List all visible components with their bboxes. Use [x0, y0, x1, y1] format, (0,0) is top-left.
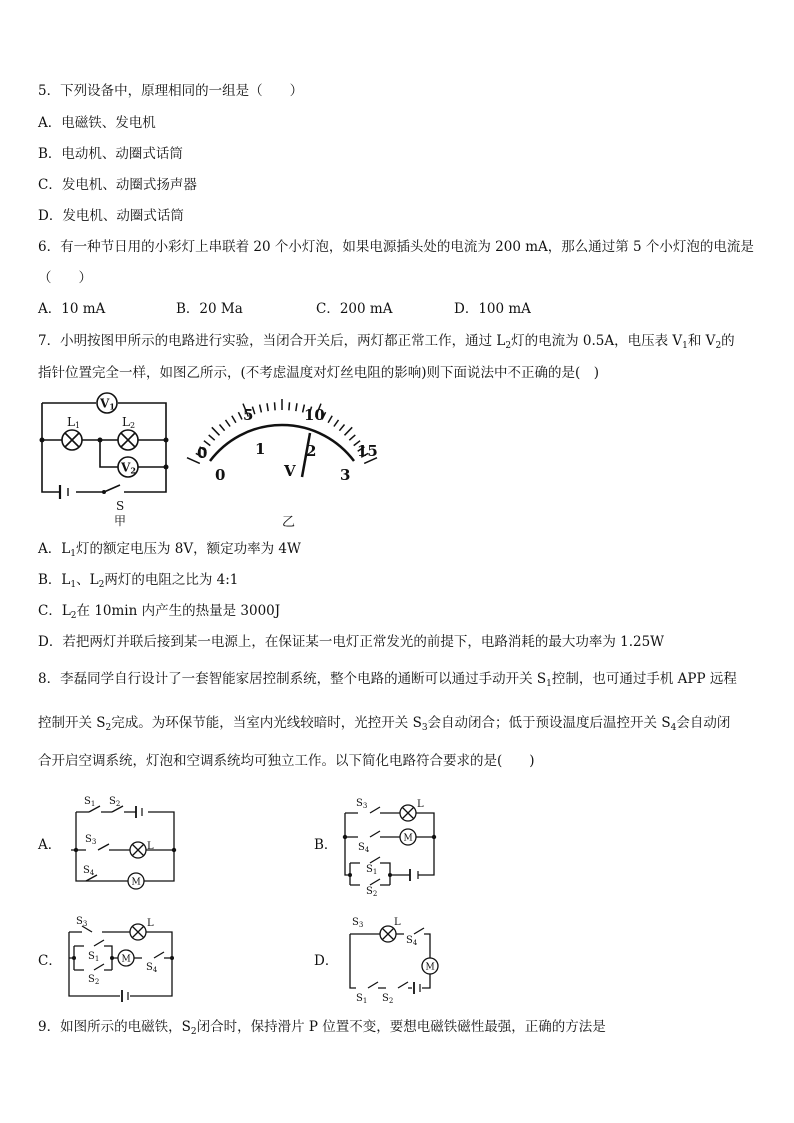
q8-stem-line3: 合开启空调系统，灯泡和空调系统均可独立工作。以下简化电路符合要求的是( ) — [38, 753, 535, 769]
l1-label: L1 — [67, 415, 81, 430]
cc-m: M — [121, 954, 131, 965]
dial-tick-mark — [275, 402, 276, 410]
q8-option-a-label: A． — [38, 837, 62, 853]
q7-option-b: B．$L_1$、$L_2$两灯的电阻之比为 4:1 — [38, 572, 239, 590]
q5-option-a: A．电磁铁、发电机 — [38, 115, 156, 131]
q6-option-b: B．20 Ma — [176, 301, 243, 317]
q9-stem: 9．如图所示的电磁铁，$S_2$闭合时，保持滑片 P 位置不变，要想电磁铁磁性最强，正确的方法是 — [38, 1019, 606, 1037]
cb-m: M — [403, 833, 413, 844]
cc-l: L — [147, 918, 154, 929]
q7-option-a: A．$L_1$灯的额定电压为 8V，额定功率为 4W — [38, 541, 301, 559]
dial-tick-mark — [334, 420, 339, 427]
cd-s2: $S_2$ — [382, 993, 394, 1005]
dial-tick-mark — [238, 412, 242, 419]
ca-m: M — [131, 877, 141, 888]
ca-s1: $S_1$ — [84, 796, 96, 808]
cb-s2: $S_2$ — [366, 886, 378, 898]
dial-tick-mark — [328, 416, 332, 423]
q8-stem-line2: 控制开关 $S_2$完成。为环保节能，当室内光线较暗时，光控开关 $S_3$会自动闭合；低于预设温度后温控开关 $S_4$会自动闭 — [38, 715, 731, 733]
q8-circuit-d — [342, 912, 442, 1007]
q5-option-d: D．发电机、动圈式话筒 — [38, 208, 184, 224]
q8-stem-line1: 8．李磊同学自行设计了一套智能家居控制系统，整个电路的通断可以通过手动开关 $S_1$控制，也可通过手机 APP 远程 — [38, 671, 737, 689]
q6-option-d: D．100 mA — [454, 301, 531, 317]
v1-symbol: V1 — [100, 396, 115, 412]
q8-circuit-a — [66, 795, 181, 890]
dial-inner-tick-0: 0 — [215, 466, 226, 484]
dial-tick-mark — [339, 425, 344, 431]
dial-inner-tick-3: 3 — [340, 466, 351, 484]
q6-paren: （ ） — [38, 270, 92, 286]
q7-stem-line1: 7．小明按图甲所示的电路进行实验，当闭合开关后，两灯都正常工作，通过 $L_2$灯的电流为 0.5A，电压表 $V_1$和 $V_2$的 — [38, 333, 735, 351]
q6-option-c: C．200 mA — [316, 301, 393, 317]
dial-tick-mark — [267, 403, 268, 411]
dial-outer-tick-5: 5 — [243, 406, 254, 424]
q7-circuit-diagram — [38, 395, 178, 530]
v2-symbol: V2 — [121, 460, 136, 476]
cc-s3: $S_3$ — [76, 916, 88, 928]
q5-option-c: C．发电机、动圈式扬声器 — [38, 177, 197, 193]
dial-tick-mark — [212, 427, 220, 435]
q6-stem: 6．有一种节日用的小彩灯上串联着 20 个小灯泡，如果电源插头处的电流为 200 mA，那么通过第 5 个小灯泡的电流是 — [38, 239, 754, 255]
q7-voltmeter-dial — [190, 400, 380, 530]
cb-s3: $S_3$ — [356, 798, 368, 810]
q8-option-c-label: C． — [38, 953, 62, 969]
dial-outer-tick-10: 10 — [304, 406, 325, 424]
dial-inner-tick-2: 2 — [306, 442, 317, 460]
dial-tick-mark — [209, 435, 215, 440]
cb-s1: $S_1$ — [366, 864, 378, 876]
dial-tick-mark — [349, 435, 355, 440]
dial-outer-tick-15: 15 — [357, 442, 378, 460]
ca-l: L — [147, 841, 154, 852]
q6-option-a: A．10 mA — [38, 301, 106, 317]
cb-s4: $S_4$ — [358, 842, 370, 854]
cd-s1: $S_1$ — [356, 993, 368, 1005]
dial-tick-mark — [296, 403, 297, 411]
ca-s3: $S_3$ — [85, 834, 97, 846]
cc-s2: $S_2$ — [88, 974, 100, 986]
l2-label: L2 — [122, 415, 136, 430]
q8-option-b-label: B． — [314, 837, 338, 853]
cc-s1: $S_1$ — [88, 951, 100, 963]
fig-jia-caption: 甲 — [114, 514, 127, 528]
dial-tick-mark — [232, 416, 236, 423]
dial-inner-tick-1: 1 — [255, 440, 266, 458]
q7-option-c: C．$L_2$在 10min 内产生的热量是 3000J — [38, 603, 281, 621]
q7-option-d: D．若把两灯并联后接到某一电源上，在保证某一电灯正常发光的前提下，电路消耗的最大功率为 1.25W — [38, 634, 665, 650]
q8-option-d-label: D． — [314, 953, 339, 969]
q8-circuit-c — [66, 912, 181, 1002]
ca-s2: $S_2$ — [109, 796, 121, 808]
dial-unit-v: V — [284, 462, 296, 480]
cd-s4: $S_4$ — [406, 935, 418, 947]
q5-stem: 5．下列设备中，原理相同的一组是（ ） — [38, 83, 304, 99]
dial-tick-mark — [289, 402, 290, 410]
q8-circuit-b — [342, 795, 442, 898]
dial-tick-mark — [260, 405, 262, 413]
cd-s3: $S_3$ — [352, 917, 364, 929]
dial-outer-tick-0: 0 — [197, 444, 208, 462]
dial-tick-mark — [226, 420, 231, 427]
ca-s4: $S_4$ — [83, 865, 95, 877]
cc-s4: $S_4$ — [146, 962, 158, 974]
dial-tick-mark — [220, 425, 225, 431]
q7-stem-line2: 指针位置完全一样，如图乙所示，(不考虑温度对灯丝电阻的影响)则下面说法中不正确的是( ) — [38, 365, 600, 381]
cd-m: M — [425, 962, 435, 973]
cd-l: L — [394, 917, 401, 928]
dial-tick-mark — [345, 427, 353, 435]
q5-option-b: B．电动机、动圈式话筒 — [38, 146, 183, 162]
cb-l: L — [417, 799, 424, 810]
fig-yi-caption: 乙 — [282, 515, 296, 530]
switch-s-label: S — [116, 499, 125, 513]
